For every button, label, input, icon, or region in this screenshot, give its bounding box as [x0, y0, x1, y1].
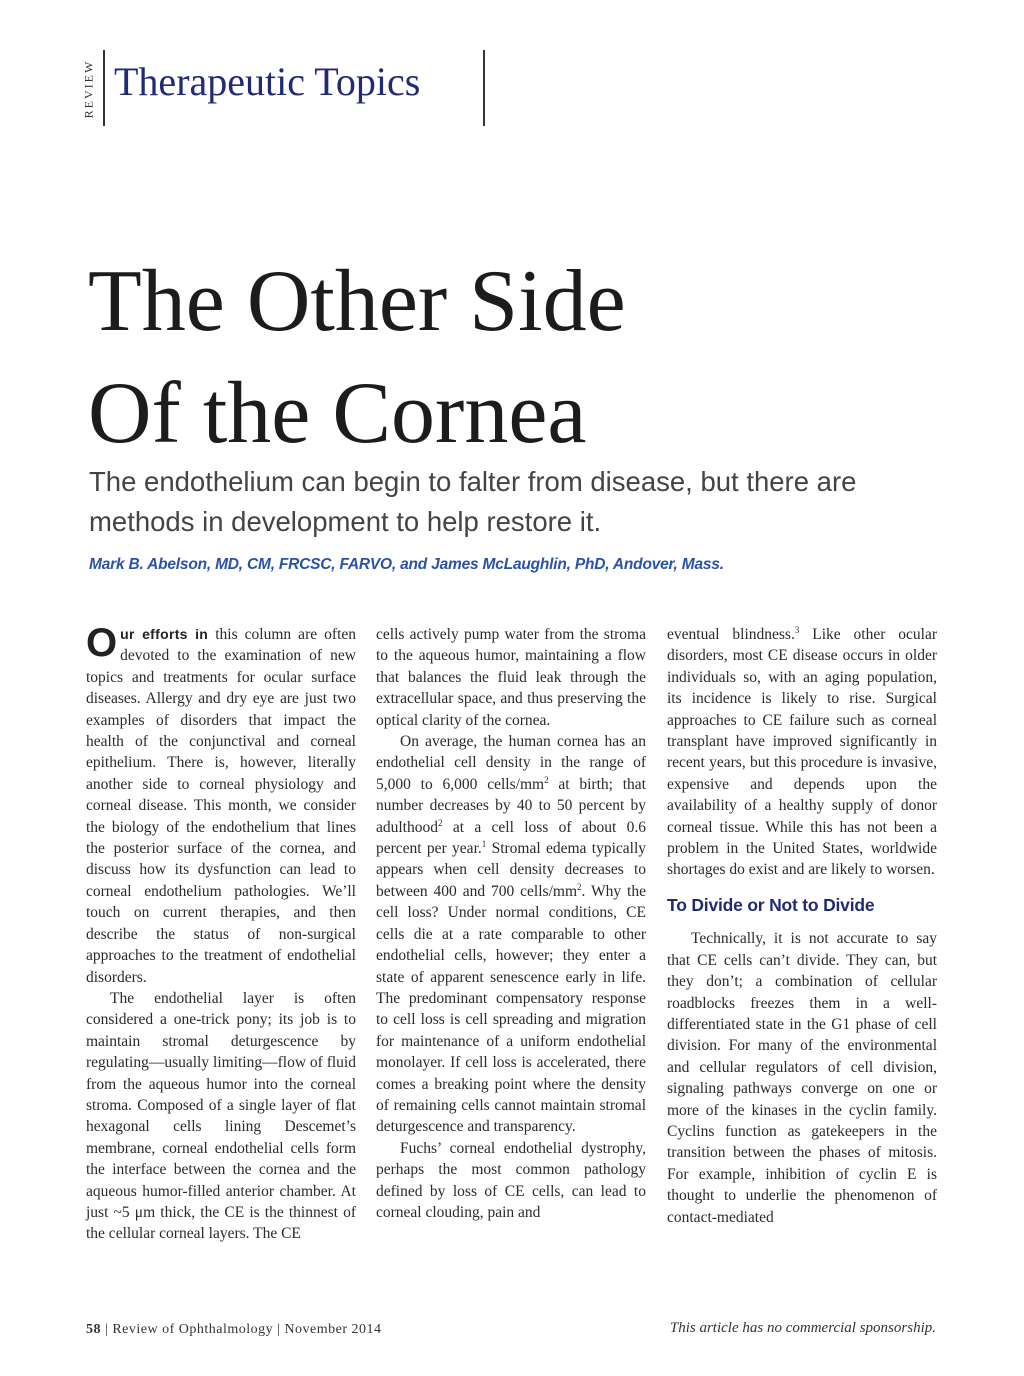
text-run: On average, the human cornea has an endothelial cell density in the range of 5,000 to 6,000 cells/mm — [376, 733, 646, 793]
superscript: 2 — [544, 774, 549, 785]
paragraph-blindness-cont — [667, 624, 937, 881]
text-run: eventual blindness. — [667, 626, 795, 643]
citation-marker: 1 — [481, 838, 487, 849]
text-run: Stromal edema typically appears when cell density decreases to between 400 and 700 cells/mm — [376, 840, 646, 900]
lead-in: ur efforts in — [120, 626, 209, 642]
drop-cap: O — [86, 621, 118, 665]
header-divider-right — [483, 50, 485, 126]
publication-name: Review of Ophthalmology — [112, 1322, 274, 1337]
review-tag-text: REVIEW — [81, 59, 96, 119]
footer-separator: | — [277, 1322, 281, 1337]
text-run: at birth; that number decreases by 40 to 50 percent by adulthood — [376, 775, 646, 836]
article-deck: The endothelium can begin to falter from disease, but there are methods in development to help restore it. — [89, 466, 857, 537]
subhead: To Divide or Not to Divide — [667, 894, 875, 915]
paragraph-intro-text: this column are often devoted to the examination of new topics and treatments for ocular surface diseases. Allergy and dry eye are just two examples of disorders that impact the health of the conjunctival and corneal epithelium. There is, however, literally another side to corneal physiology and corneal disease. This month, we consider the biology of the endothelium that lines the posterior surface of the cornea, and discuss how its dysfunction can lead to corneal endothelium pathologies. We’ll touch on current therapies, and then describe the status of non-surgical approaches to the treatment of endothelial disorders. — [86, 626, 356, 986]
article-title — [88, 246, 626, 470]
paragraph-divide: Technically, it is not accurate to say that CE cells can’t divide. They can, but they don’t; a combination of cellular roadblocks freezes them in a well-differentiated state in the G1 phase of cell division. For many of the environmental and cellular regulators of cell division, signaling pathways converge on one or more of the kinases in the cyclin family. Cyclins function as gatekeepers in the transition between the phases of mitosis. For example, inhibition of cyclin E is thought to underlie the phenomenon of contact-mediated — [667, 930, 937, 1226]
paragraph-cell-density — [376, 731, 646, 1138]
paragraph-pump-cont: cells actively pump water from the stroma to the aqueous humor, maintaining a flow that balances the fluid leak through the extracellular space, and thus preserving the optical clarity of the cornea. — [376, 626, 646, 729]
sponsorship-disclaimer: This article has no commercial sponsorship. — [669, 1320, 936, 1336]
citation-marker: 3 — [794, 624, 800, 635]
article-byline: Mark B. Abelson, MD, CM, FRCSC, FARVO, and James McLaughlin, PhD, Andover, Mass. — [89, 556, 724, 573]
page-footer — [86, 1322, 382, 1338]
footer-separator: | — [105, 1322, 109, 1337]
column-1 — [86, 621, 356, 1245]
paragraph-endothelial-layer: The endothelial layer is often considered a one-trick pony; its job is to maintain stromal deturgescence by regulating—usually limiting—flow of fluid from the aqueous humor into the corneal stroma. Composed of a single layer of flat hexagonal cells lining Descemet’s membrane, corneal endothelial cells form the interface between the cornea and the aqueous humor-filled anterior chamber. At just ~5 μm thick, the CE is the thinnest of the cellular corneal layers. The CE — [86, 989, 356, 1243]
article-title-line-2: Of the Cornea — [88, 365, 587, 462]
paragraph-intro — [86, 621, 356, 988]
text-run: Like other ocular disorders, most CE disease occurs in older individuals so, with an aging population, its incidence is likely to rise. Surgical approaches to CE failure such as corneal transplant have improved significantly in recent years, but this procedure is invasive, expensive and depends upon the availability of a healthy supply of donor corneal tissue. While this has not been a problem in the United States, worldwide shortages do exist and are likely to worsen. — [667, 626, 937, 879]
article-title-line-1: The Other Side — [88, 253, 626, 350]
paragraph-fuchs: Fuchs’ corneal endothelial dystrophy, perhaps the most common pathology defined by loss of CE cells, can lead to corneal clouding, pain and — [376, 1139, 646, 1221]
page-number: 58 — [86, 1322, 101, 1337]
review-tag — [80, 52, 98, 126]
column-2 — [376, 624, 646, 1223]
header-divider-left — [103, 50, 105, 126]
text-run: at a cell loss of about 0.6 percent per year. — [376, 818, 646, 858]
section-title: Therapeutic Topics — [114, 59, 421, 104]
superscript: 2 — [577, 881, 582, 892]
text-run: . Why the cell loss? Under normal conditions, CE cells die at a rate comparable to other endothelial cells, however; they enter a state of apparent senescence early in life. The predominant compensatory response to cell loss is cell spreading and migration for maintenance of a uniform endothelial monolayer. If cell loss is accelerated, there comes a breaking point where the density of remaining cells cannot maintain stromal deturgescence and transparency. — [376, 882, 646, 1136]
issue-date: November 2014 — [284, 1322, 382, 1337]
citation-marker: 2 — [438, 817, 443, 828]
column-3 — [667, 624, 937, 1228]
